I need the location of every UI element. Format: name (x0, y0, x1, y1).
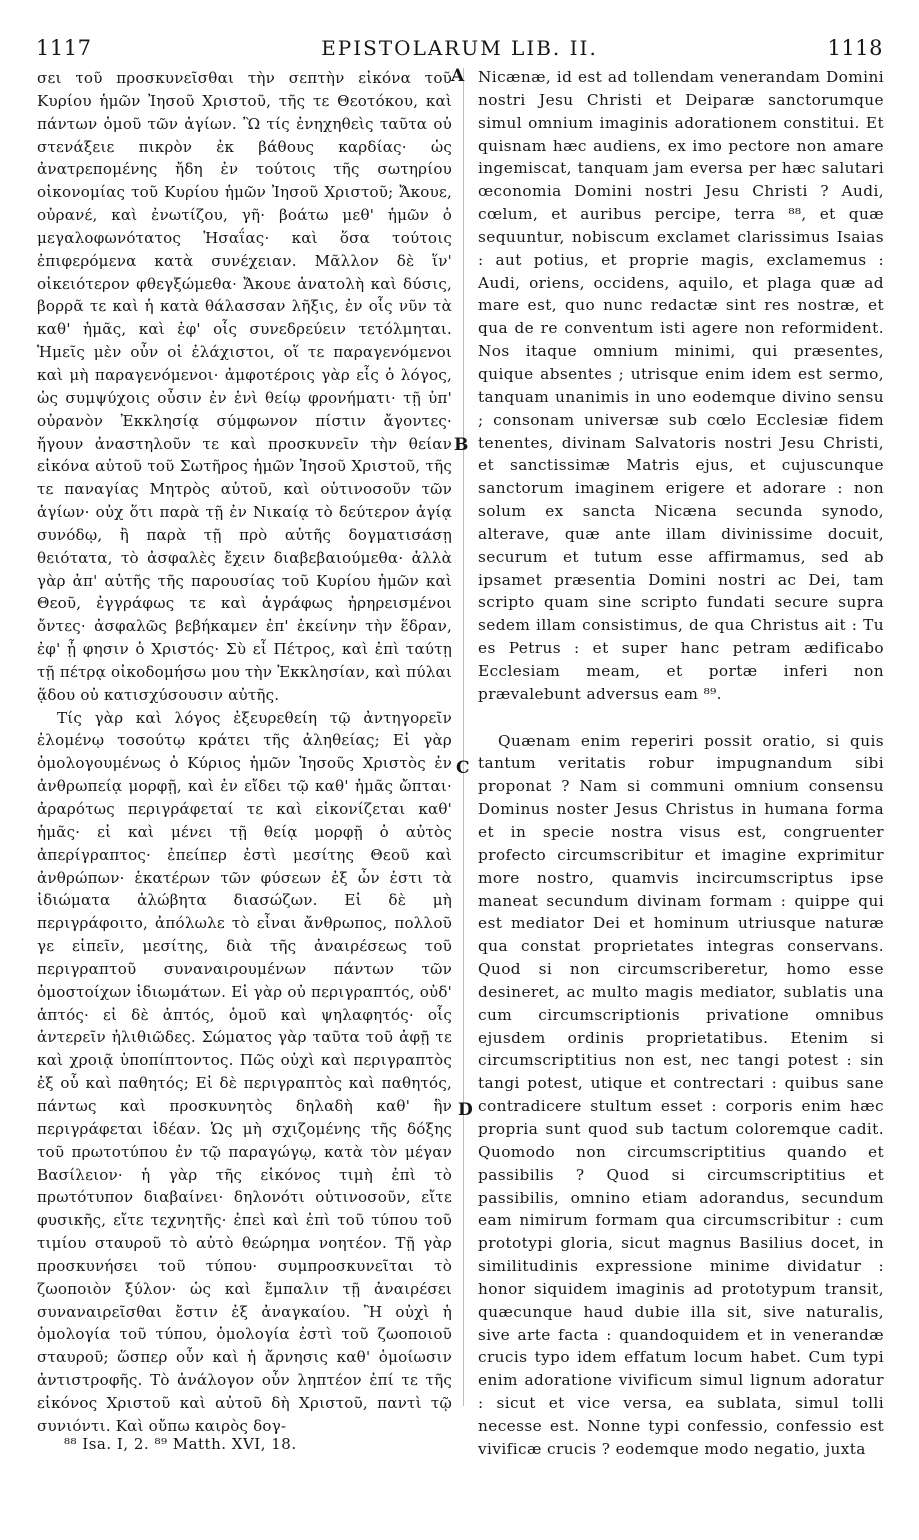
latin-paragraph-2: Quænam enim reperiri possit oratio, si quis tantum veritatis robur impugnandum sibi proponat ? Nam si communi omnium consensu Dominus noster Jesus Christus in humana forma et in specie nostra visus est, congruenter profecto circumscribitur et imagine exprimitur more nostro, quamvis incircumscriptus ipse maneat secundum divinam formam : quippe qui est mediator Dei et hominum utriusque naturæ qua constat proprietates integras conservans. Quod si non circumscriberetur, homo esse desineret, ac multo magis mediator, sublatis una cum circumscriptionis privatione omnibus ejusdem ordinis proprietatibus. Etenim si circumscriptitius non est, nec tangi potest : sin tangi potest, utique et contrectari : quibus sane contradicere stultum esset : corporis enim hæc propria sunt quod sub tactum coloremque cadit. Quomodo non circumscriptitius quando et passibilis ? Quod si circumscriptitius et passibilis, omnino etiam adorandus, secundum eam nimirum formam qua circumscribitur : cum prototypi gloria, sicut magnus Basilius docet, in similitudinis expressione minime dividatur : honor siquidem imaginis ad prototypum transit, quæcunque haud dubie illa sit, sive naturalis, sive arte facta : quandoquidem et in venerandæ crucis typo idem effatum locum habet. Cum typi enim adoratione vivificum simul lignum adoratur : sicut et vice versa, ea sublata, simul tolli necesse est. Nonne typi confessio, confessio est vivificæ crucis ? eodemque modo negatio, juxta (478, 731, 884, 1458)
section-marker-b: B (454, 435, 469, 455)
page-number-right: 1118 (827, 36, 883, 60)
greek-paragraph-1: σει τοῦ προσκυνεῖσθαι τὴν σεπτὴν εἰκόνα τοῦ Κυρίου ἡμῶν Ἰησοῦ Χριστοῦ, τῆς τε Θεοτόκου, καὶ πάντων ὁμοῦ τῶν ἁγίων. Ὢ τίς ἐνηχηθεὶς ταῦτα οὐ στενάξειε πικρὸν ἐκ βάθους καρδίας· ὡς ἀνατρεπομένης ἤδη ἐν τούτοις τῆς σωτηρίου οἰκονομίας τοῦ Κυρίου ἡμῶν Ἰησοῦ Χριστοῦ; Ἄκουε, οὐρανέ, καὶ ἐνωτίζου, γῆ· βοάτω μεθ' ἡμῶν ὁ μεγαλοφωνότατος Ἡσαΐας· καὶ ὅσα τούτοις ἐπιφερόμενα κατὰ συνέχειαν. Μᾶλλον δὲ ἵν' οἰκειότερον φθεγξώμεθα· Ἄκουε ἀνατολὴ καὶ δύσις, βορρᾶ τε καὶ ἡ κατὰ θάλασσαν λῆξις, ἐν οἷς νῦν τὰ καθ' ἡμᾶς, καὶ ἐφ' οἷς συνεδρεύειν τετόλμηται. Ἡμεῖς μὲν οὖν οἱ ἐλάχιστοι, οἵ τε παραγενόμενοι καὶ μὴ παραγενόμενοι· ἀμφοτέροις γὰρ εἷς ὁ λόγος, ὡς συμψύχοις οὖσιν ἐν ἑνὶ θείῳ φρονήματι· τῇ ὑπ' οὐρανὸν Ἐκκλησίᾳ σύμφωνον πίστιν ἄγοντες· ἤγουν ἀναστηλοῦν τε καὶ προσκυνεῖν τὴν θείαν εἰκόνα αὐτοῦ τοῦ Σωτῆρος ἡμῶν Ἰησοῦ Χριστοῦ, τῆς τε παναγίας Μητρὸς αὐτοῦ, καὶ οὑτινοσοῦν τῶν ἁγίων· οὐχ ὅτι παρὰ τῇ ἐν Νικαίᾳ τὸ δεύτερον ἁγίᾳ συνόδῳ, ἢ παρὰ τῇ πρὸ αὐτῆς δογματισάσῃ θειότατα, τὸ ἀσφαλὲς ἔχειν διαβεβαιούμεθα· ἀλλὰ γὰρ ἀπ' αὐτῆς τῆς παρουσίας τοῦ Κυρίου ἡμῶν καὶ Θεοῦ, ἐγγράφως τε καὶ ἀγράφως ἠρηρεισμένοι ὄντες· ἀσφαλῶς βεβήκαμεν ἐπ' ἐκείνην τὴν ἕδραν, ἐφ' ᾗ φησιν ὁ Χριστός· Σὺ εἶ Πέτρος, καὶ ἐπὶ ταύτῃ τῇ πέτρᾳ οἰκοδομήσω μου τὴν Ἐκκλησίαν, καὶ πύλαι ᾅδου οὐ κατισχύσουσιν αὐτῆς. (37, 69, 452, 704)
latin-paragraph-1: Nicænæ, id est ad tollendam venerandam Domini nostri Jesu Christi et Deiparæ sanctorumque simul omnium imaginis adorationem constitui. Et quisnam hæc audiens, ex imo pectore non amare ingemiscat, tanquam jam eversa per hæc salutari œconomia Domini nostri Jesu Christi ? Audi, cœlum, et auribus percipe, terra ⁸⁸, et quæ sequuntur, nobiscum exclamet clarissimus Isaias : aut potius, et proprie magis, exclamemus : Audi, oriens, occidens, aquilo, et plaga quæ ad mare est, quo nunc redactæ sint res nostræ, et qua de re conventum isti agere non reformident. Nos itaque omnium minimi, qui præsentes, quique absentes ; utrisque enim idem est sermo, tanquam unanimis in uno eodemque divino sensu ; consonam universæ sub cœlo Ecclesiæ fidem tenentes, divinam Salvatoris nostri Jesu Christi, et sanctissimæ Matris ejus, et cujuscunque sanctorum imaginem erigere et adorare : non solum ex sancta Nicæna secunda synodo, alterave, quæ ante illam divinissime docuit, securum et tutum esse affirmamus, sed ab ipsamet præsentia Domini nostri ac Dei, tam scripto quam sine scripto fundati secure supra sedem illam consistimus, de qua Christus ait : Tu es Petrus : et super hanc petram ædificabo Ecclesiam meam, et portæ inferi non prævalebunt adversus eam ⁸⁹. (478, 68, 884, 703)
footnotes: ⁸⁸ Isa. I, 2. ⁸⁹ Matth. XVI, 18. (64, 1435, 297, 1453)
section-marker-c: C (456, 758, 470, 778)
latin-column (478, 66, 884, 1458)
running-title: EPISTOLARUM LIB. II. (321, 36, 598, 60)
greek-column (37, 67, 452, 1435)
section-marker-d: D (458, 1100, 473, 1120)
greek-paragraph-2: Τίς γὰρ καὶ λόγος ἐξευρεθείη τῷ ἀντηγορεῖν ἐλομένῳ τοσούτῳ κράτει τῆς ἀληθείας; Εἰ γὰρ ὁμολογουμένως ὁ Κύριος ἡμῶν Ἰησοῦς Χριστὸς ἐν ἀνθρωπείᾳ μορφῇ, καὶ ἐν εἴδει τῷ καθ' ἡμᾶς ὤπται· ἀραρότως περιγράφεταί τε καὶ εἰκονίζεται καθ' ἡμᾶς· εἰ καὶ μένει τῇ θείᾳ μορφῇ ὁ αὐτὸς ἀπερίγραπτος· ἐπείπερ ἐστὶ μεσίτης Θεοῦ καὶ ἀνθρώπων· ἑκατέρων τῶν φύσεων ἐξ ὧν ἐστι τὰ ἰδιώματα ἀλώβητα διασώζων. Εἰ δὲ μὴ περιγράφοιτο, ἀπόλωλε τὸ εἶναι ἄνθρωπος, πολλοῦ γε εἰπεῖν, μεσίτης, διὰ τῆς ἀναιρέσεως τοῦ περιγραπτοῦ συναναιρουμένων πάντων τῶν ὁμοστοίχων ἰδιωμάτων. Εἰ γὰρ οὐ περιγραπτός, οὐδ' ἁπτός· εἰ δὲ ἁπτός, ὁμοῦ καὶ ψηλαφητός· οἷς ἀντερεῖν ἠλιθιῶδες. Σώματος γὰρ ταῦτα τοῦ ἀφῇ τε καὶ χροιᾷ ὑποπίπτοντος. Πῶς οὐχὶ καὶ περιγραπτὸς ἐξ οὗ καὶ παθητός; Εἰ δὲ περιγραπτὸς καὶ παθητός, πάντως καὶ προσκυνητὸς δηλαδὴ καθ' ἣν περιγράφεται ἰδέαν. Ὡς μὴ σχιζομένης τῆς δόξης τοῦ πρωτοτύπου ἐν τῷ παραγώγῳ, κατὰ τὸν μέγαν Βασίλειον· ἡ γὰρ τῆς εἰκόνος τιμὴ ἐπὶ τὸ πρωτότυπον διαβαίνει· δηλονότι οὑτινοσοῦν, εἴτε φυσικῆς, εἴτε τεχνητῆς· ἐπεὶ καὶ ἐπὶ τοῦ τύπου τοῦ τιμίου σταυροῦ τὸ αὐτὸ θεώρημα νοητέον. Τῇ γὰρ προσκυνήσει τοῦ τύπου· συμπροσκυνεῖται τὸ ζωοποιὸν ξύλον· ὡς καὶ ἔμπαλιν τῇ ἀναιρέσει συναναιρεῖσθαι ἔστιν ἐξ ἀναγκαίου. Ἢ οὐχὶ ἡ ὁμολογία τοῦ τύπου, ὁμολογία ἐστὶ τοῦ ζωοποιοῦ σταυροῦ; ὥσπερ οὖν καὶ ἡ ἄρνησις καθ' ὁμοίωσιν ἀντιστροφῆς. Τὸ ἀνάλογον οὖν ληπτέον ἐπί τε τῆς εἰκόνος Χριστοῦ καὶ αὐτοῦ δὴ Χριστοῦ, παντὶ τῷ συνιόντι. Καὶ οὔπω καιρὸς δογ- (37, 708, 452, 1435)
page-number-left: 1117 (36, 36, 92, 60)
column-divider (463, 68, 464, 1406)
section-marker-a: A (451, 66, 465, 86)
page-header (36, 36, 883, 66)
